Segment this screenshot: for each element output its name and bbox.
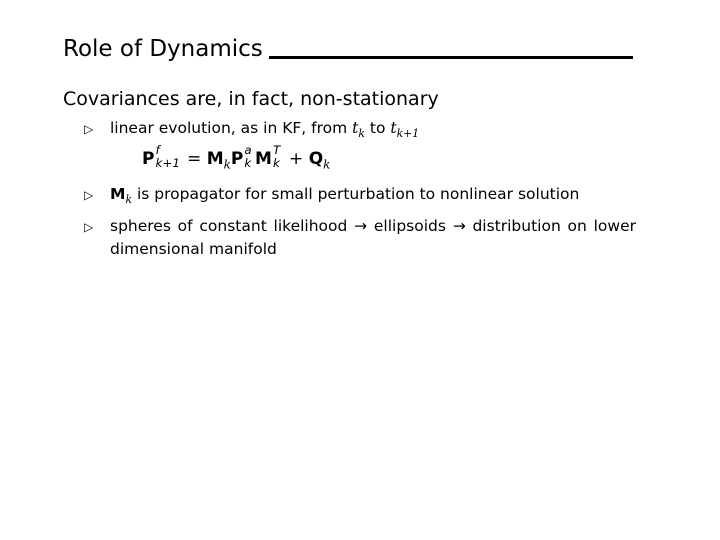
bullet-text: to [364, 119, 391, 137]
math-sup: f [155, 143, 160, 158]
math-sub: k [358, 127, 365, 141]
math-symbol: P [230, 149, 244, 169]
math-sup: T [272, 143, 281, 158]
triangle-bullet-icon: ▷ [84, 188, 94, 202]
math-sub: k [272, 156, 280, 171]
math-symbol: M [255, 149, 272, 169]
math-scripts [155, 143, 181, 171]
math-sub: k [323, 157, 331, 172]
bullet-spheres [84, 215, 636, 261]
bullet-linear-evolution [84, 117, 636, 174]
covariance-equation [142, 144, 636, 174]
math-sub: k [125, 193, 133, 207]
math-sub: k+1 [396, 127, 420, 141]
bullet-propagator [84, 183, 636, 206]
section-heading: Covariances are, in fact, non-stationary [63, 88, 439, 110]
triangle-bullet-icon: ▷ [84, 122, 94, 136]
math-t: t [352, 119, 359, 137]
bullet-list [84, 117, 636, 261]
bullet-text: is propagator for small perturbation to nonlinear solution [132, 185, 580, 203]
math-t: t [390, 119, 397, 137]
math-sup: a [244, 143, 252, 158]
math-symbol: P [142, 149, 155, 169]
math-operator: = [181, 149, 207, 169]
bullet-text: linear evolution, as in KF, from [110, 119, 353, 137]
math-symbol: M [206, 149, 224, 169]
math-sub: k [223, 157, 231, 172]
math-scripts [244, 143, 255, 171]
title-underline [269, 56, 633, 59]
title-row [63, 34, 633, 64]
math-symbol: Q [308, 149, 324, 169]
math-scripts [272, 143, 284, 171]
math-sub: k+1 [155, 156, 180, 171]
slide-title: Role of Dynamics [63, 36, 263, 62]
math-symbol: M [110, 185, 126, 203]
math-operator: + [283, 149, 309, 169]
bullet-text: spheres of constant likelihood → ellipsoids → distribution on lower dimensional manifold [110, 217, 636, 258]
math-sub: k [244, 156, 252, 171]
triangle-bullet-icon: ▷ [84, 220, 94, 234]
